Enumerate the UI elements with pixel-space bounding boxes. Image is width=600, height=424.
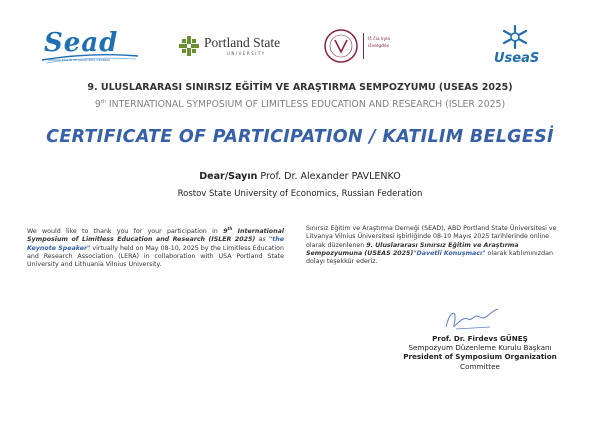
signatory-block <box>380 334 580 371</box>
body-en-as: as <box>255 236 269 244</box>
symposium-number: 9 <box>94 99 101 111</box>
vilnius-divider <box>363 33 365 59</box>
symposium-title-english <box>0 99 600 110</box>
certificate-title: CERTIFICATE OF PARTICIPATION / KATILIM BELGESİ <box>46 127 554 147</box>
recipient-line <box>0 171 600 182</box>
body-en-sup: th <box>227 226 233 231</box>
body-tr-event: 9. Uluslararası Sınırsız Eğitim ve Araştırma Sempozyumuna (USEAS 2025) <box>306 241 519 257</box>
signature-icon <box>442 305 502 333</box>
body-paragraph-english <box>27 225 284 270</box>
useas-logo-text: UseaS <box>494 51 540 66</box>
body-paragraph-turkish <box>306 225 564 266</box>
symposium-title-english-rest: INTERNATIONAL SYMPOSIUM OF LIMITLESS EDUCATION AND RESEARCH (ISLER 2025) <box>105 99 506 111</box>
body-en-event: International Symposium of Limitless Education and Research (ISLER 2025) <box>27 228 284 244</box>
symposium-ordinal: th <box>100 99 106 105</box>
vilnius-seal-icon <box>323 26 363 66</box>
recipient-salutation: Dear/Sayın <box>199 171 258 182</box>
sead-logo-text: Sead <box>44 28 119 58</box>
portland-logo-subtitle: UNIVERSITY <box>227 51 266 56</box>
signatory-title-turkish: Sempozyum Düzenleme Kurulu Başkanı <box>408 343 552 353</box>
body-en-intro: We would like to thank you for your participation in <box>27 228 224 236</box>
portland-logo-name: Portland State <box>204 35 281 50</box>
recipient-affiliation: Rostov State University of Economics, Russian Federation <box>177 189 423 199</box>
body-tr-rest: olarak katılımınızdan dolayı teşekkür ederiz. <box>306 249 553 266</box>
body-en-rest: virtually held on May 08-10, 2025 by the Limitless Education and Research Association (LERA) in collaboration with USA Portland State University and Lithuania Vilnius University. <box>27 244 284 269</box>
recipient-name: Prof. Dr. Alexander PAVLENKO <box>257 171 401 182</box>
signatory-title-english-1: President of Symposium Organization <box>403 352 557 362</box>
signatory-title-english-2: Committee <box>460 361 500 371</box>
body-en-num: 9 <box>223 228 228 236</box>
useas-snowflake-icon <box>490 24 540 52</box>
signatory-name: Prof. Dr. Firdevs GÜNEŞ <box>432 334 528 343</box>
vilnius-logo-text <box>368 36 390 50</box>
body-tr-intro: Sınırsız Eğitim ve Araştırma Derneği (SEAD), ABD Portland State Üniversitesi ve Litvanya Vilnius Üniversitesi işbirliğinde 08-10 Mayıs 2025 tarihlerinde online olarak düzenlenen <box>306 225 557 249</box>
body-en-role: "the Keynote Speaker" <box>27 236 284 252</box>
vilnius-university-logo <box>323 26 423 66</box>
vilnius-logo-line2: išvelgdės <box>368 44 390 49</box>
portland-emblem-icon <box>178 35 200 57</box>
sead-logo <box>40 26 140 66</box>
symposium-title-turkish: 9. ULUSLARARASI SINIRSIZ EĞİTİM VE ARAŞTIRMA SEMPOZYUMU (USEAS 2025) <box>87 82 513 93</box>
useas-logo <box>490 24 540 68</box>
body-tr-role: "Davetli Konuşmacı" <box>413 249 486 257</box>
vilnius-logo-line1: Iš čia kyla <box>368 37 391 42</box>
sead-logo-subtitle: SINIRSIZ EĞİTİM VE ARAŞTIRMA DERNEĞİ <box>48 58 111 62</box>
portland-state-logo <box>178 35 288 61</box>
